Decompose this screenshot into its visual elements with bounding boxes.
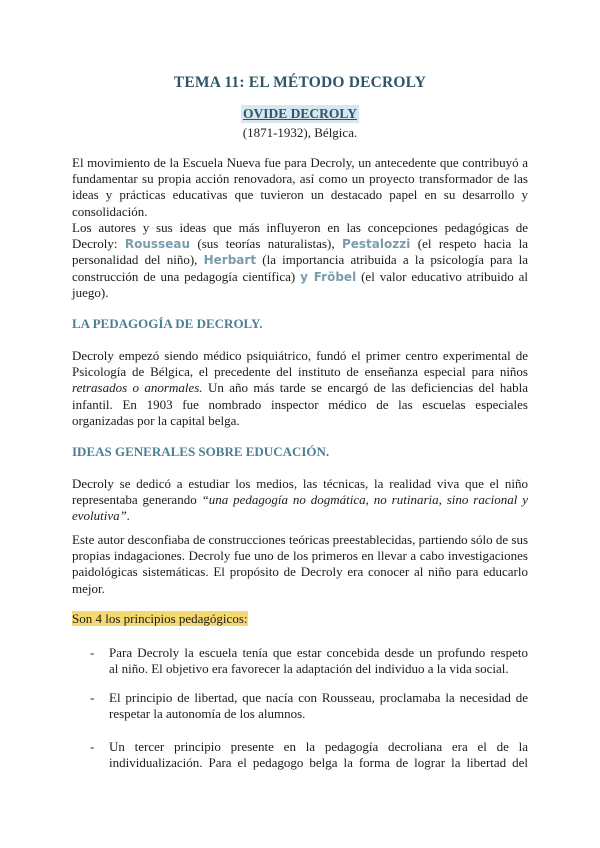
ideas-quote: “una pedagogía no dogmática, no rutinaria, sino racional y evolutiva”. [72, 492, 528, 524]
keyword-pestalozzi: Pestalozzi [341, 237, 411, 252]
author-name: OVIDE DECROLY [243, 106, 357, 121]
principle-1-line-2: al niño. El objetivo era favorecer la adaptación del individuo a la vida social. [109, 661, 509, 677]
intro-text-c: (el respeto hacia la personalidad del niño), [72, 236, 529, 268]
bullet-marker-2: - [90, 690, 95, 705]
pedagogia-text-a: Decroly empezó siendo médico psiquiátrico, fundó el primer centro experimental de Psicología de Bélgica, el precedente del instituto de enseñanza especial para niños [72, 348, 528, 380]
intro-text-a: Los autores y sus ideas que más influyeron en las concepciones pedagógicas de Decroly: [72, 220, 528, 252]
ideas-paragraph-1 [72, 476, 528, 525]
section-heading-ideas: IDEAS GENERALES SOBRE EDUCACIÓN. [72, 444, 330, 459]
principles-lead [72, 611, 248, 627]
intro-paragraph-2 [72, 220, 528, 301]
pedagogia-text-italic: retrasados o anormales. [72, 380, 203, 396]
keyword-frobel: y Fröbel [300, 269, 357, 284]
pedagogia-text-b: Un año más tarde se encargó de las deficiencias del habla infantil. En 1903 fue nombrado inspector médico de las escuelas especiales organizadas por la capital belga. [72, 380, 528, 428]
document-title: TEMA 11: EL MÉTODO DECROLY [173, 74, 427, 91]
principle-1-line-1: Para Decroly la escuela tenía que estar concebida desde un profundo respeto [109, 645, 528, 660]
principle-2-line-1: El principio de libertad, que nacía con Rousseau, proclamaba la necesidad de [109, 690, 528, 705]
bullet-marker-1: - [90, 645, 95, 660]
keyword-herbart: Herbart [203, 253, 257, 268]
ideas-paragraph-2: Este autor desconfiaba de construcciones teóricas preestablecidas, partiendo sólo de sus propias indagaciones. Decroly fue uno de los primeros en llevar a cabo investigaciones paidológicas sistemáticas. El propósito de Decroly era conocer al niño para educarlo mejor. [72, 532, 528, 596]
pedagogia-paragraph [72, 348, 528, 429]
author-heading [0, 105, 600, 123]
intro-paragraph-1: El movimiento de la Escuela Nueva fue para Decroly, un antecedente que contribuyó a fundamentar su propia acción renovadora, así como un proyecto transformador de las ideas y prácticas educativas que tuvieron un destacado papel en su desarrollo y consolidación. [72, 155, 528, 219]
keyword-rousseau: Rousseau [124, 237, 190, 252]
principle-2-line-2: respetar la autonomía de los alumnos. [109, 706, 306, 722]
ideas-text-a: Decroly se dedicó a estudiar los medios, las técnicas, la realidad viva que el niño representaba generando [72, 476, 528, 508]
bullet-marker-3: - [90, 739, 95, 754]
principle-item-2 [109, 690, 528, 722]
principle-item-3 [109, 739, 528, 771]
principle-3-line-1: Un tercer principio presente en la pedagogía decroliana era el de la [109, 739, 528, 754]
author-dates: (1871-1932), Bélgica. [242, 125, 358, 140]
intro-text-d: (la importancia atribuida a la psicología para la construcción de una pedagogía científica) [72, 252, 529, 284]
section-heading-pedagogia: LA PEDAGOGÍA DE DECROLY. [72, 316, 263, 331]
principle-item-1 [109, 645, 528, 677]
intro-text-b: (sus teorías naturalistas), [189, 236, 342, 252]
principles-highlight: Son 4 los principios pedagógicos: [72, 611, 248, 626]
intro-text-e: (el valor educativo atribuido al juego). [72, 268, 528, 300]
principle-3-line-2: individualización. Para el pedagogo belga la forma de lograr la libertad del [109, 755, 528, 771]
